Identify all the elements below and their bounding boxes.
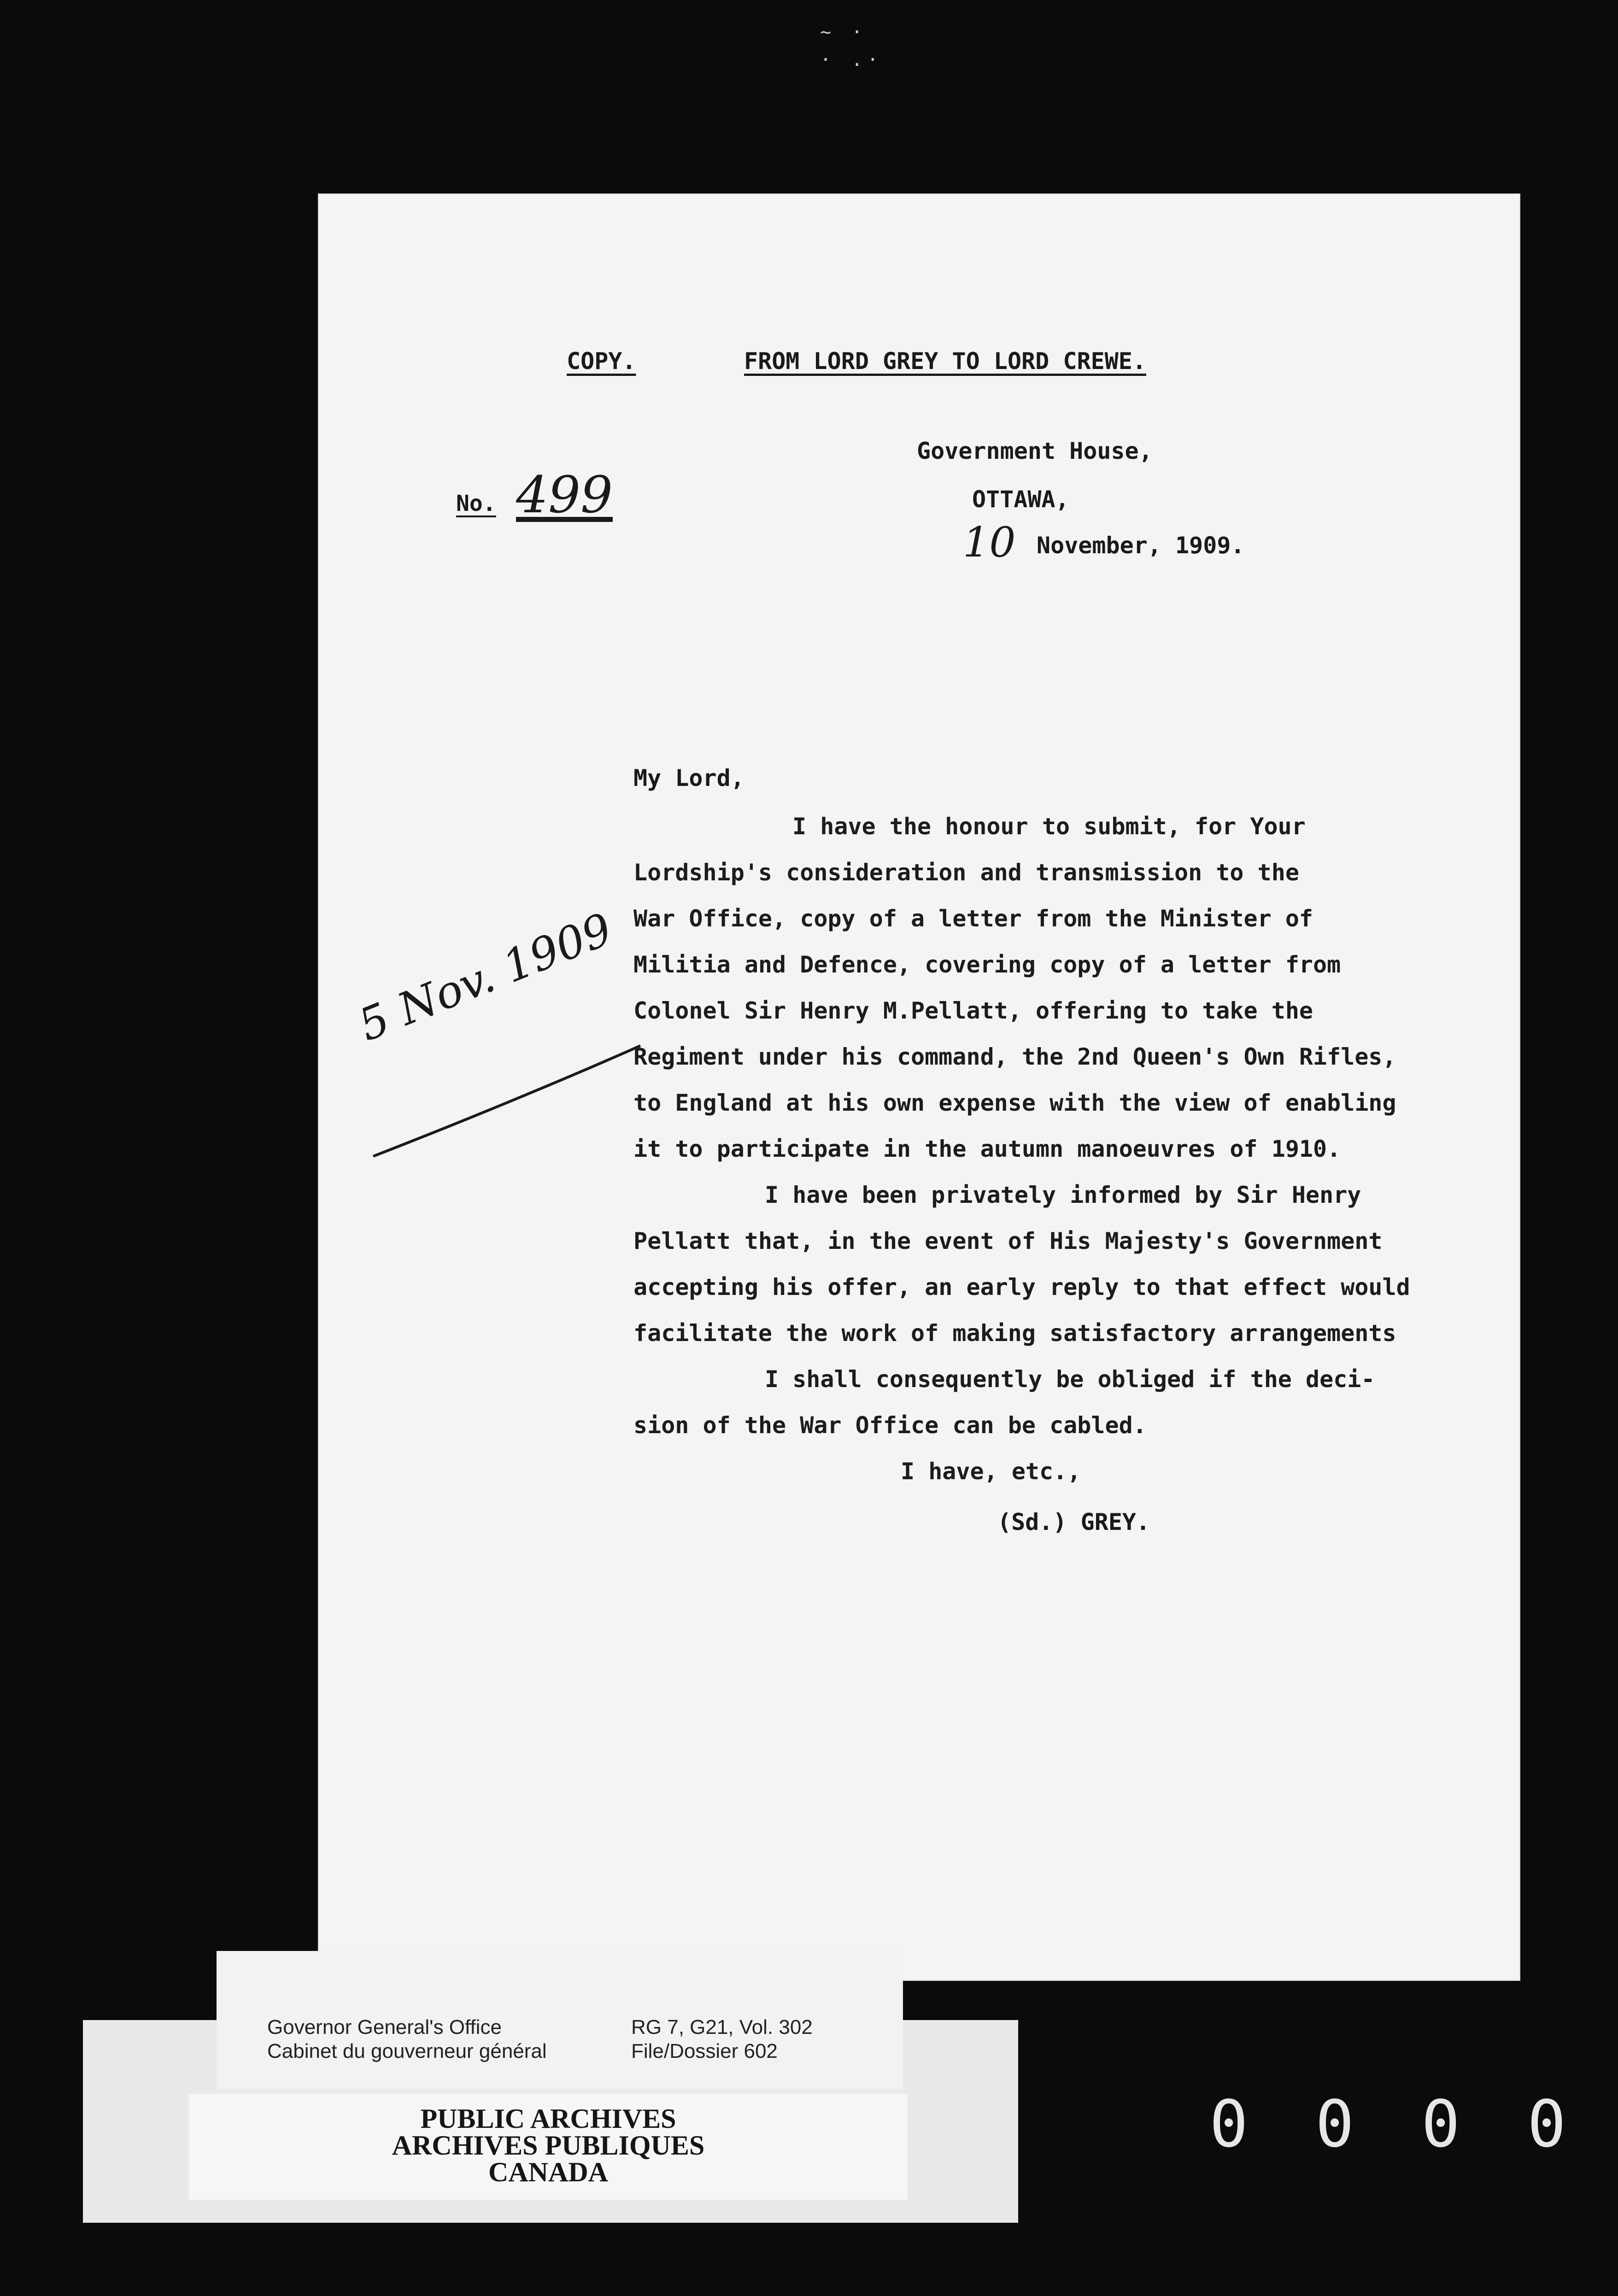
handwritten-number: 499 — [516, 465, 613, 524]
body-line: I have the honour to submit, for Your — [792, 813, 1306, 840]
body-line: it to participate in the autumn manoeuvres of 1910. — [633, 1136, 1341, 1162]
body-line: accepting his offer, an early reply to that effect would — [633, 1274, 1410, 1300]
archives-line-1: PUBLIC ARCHIVES — [420, 2103, 676, 2134]
body-line: Regiment under his command, the 2nd Queen's Own Rifles, — [633, 1043, 1396, 1070]
salutation: My Lord, — [633, 765, 745, 791]
archives-line-2: ARCHIVES PUBLIQUES — [392, 2130, 705, 2161]
office-english: Governor General's Office — [267, 2016, 502, 2038]
address-line-2: OTTAWA, — [972, 486, 1069, 513]
frame-counter-digit: 0 — [1421, 2087, 1460, 2162]
signature: (Sd.) GREY. — [997, 1509, 1150, 1535]
stamp-underline — [364, 1037, 650, 1166]
body-line: sion of the War Office can be cabled. — [633, 1412, 1147, 1439]
number-label: No. — [456, 491, 496, 516]
copy-heading: COPY. — [567, 348, 636, 375]
archive-file: File/Dossier 602 — [631, 2040, 778, 2062]
frame-counter-digit: 0 — [1315, 2087, 1354, 2162]
office-french: Cabinet du gouverneur général — [267, 2040, 547, 2062]
frame-counter-digit: 0 — [1527, 2087, 1566, 2162]
letter-title: FROM LORD GREY TO LORD CREWE. — [744, 348, 1146, 375]
body-line: Colonel Sir Henry M.Pellatt, offering to take the — [633, 997, 1313, 1024]
archive-reference-card — [217, 1951, 903, 2089]
archives-line-3: CANADA — [488, 2157, 608, 2187]
body-line: Pellatt that, in the event of His Majesty's Government — [633, 1228, 1383, 1254]
body-line: I have been privately informed by Sir Henry — [765, 1182, 1361, 1208]
body-line: War Office, copy of a letter from the Minister of — [633, 905, 1313, 932]
received-date-stamp: 5 Nov. 1909 — [352, 903, 620, 1051]
body-line: facilitate the work of making satisfactory arrangements — [633, 1320, 1396, 1347]
body-line: Militia and Defence, covering copy of a letter from — [633, 951, 1341, 978]
frame-counter-digit: 0 — [1209, 2087, 1249, 2162]
address-line-1: Government House, — [917, 438, 1153, 464]
body-line: I shall consequently be obliged if the deci- — [765, 1366, 1375, 1393]
archive-reference: RG 7, G21, Vol. 302 — [631, 2016, 813, 2038]
handwritten-day: 10 — [963, 518, 1016, 567]
letter-page — [318, 193, 1520, 1981]
body-line: I have, etc., — [901, 1458, 1081, 1485]
date-line: November, 1909. — [1037, 532, 1245, 559]
film-specks: ~ · · .· — [820, 22, 883, 70]
body-line: Lordship's consideration and transmission to the — [633, 859, 1299, 886]
public-archives-label — [189, 2094, 908, 2200]
body-line: to England at his own expense with the view of enabling — [633, 1089, 1396, 1116]
